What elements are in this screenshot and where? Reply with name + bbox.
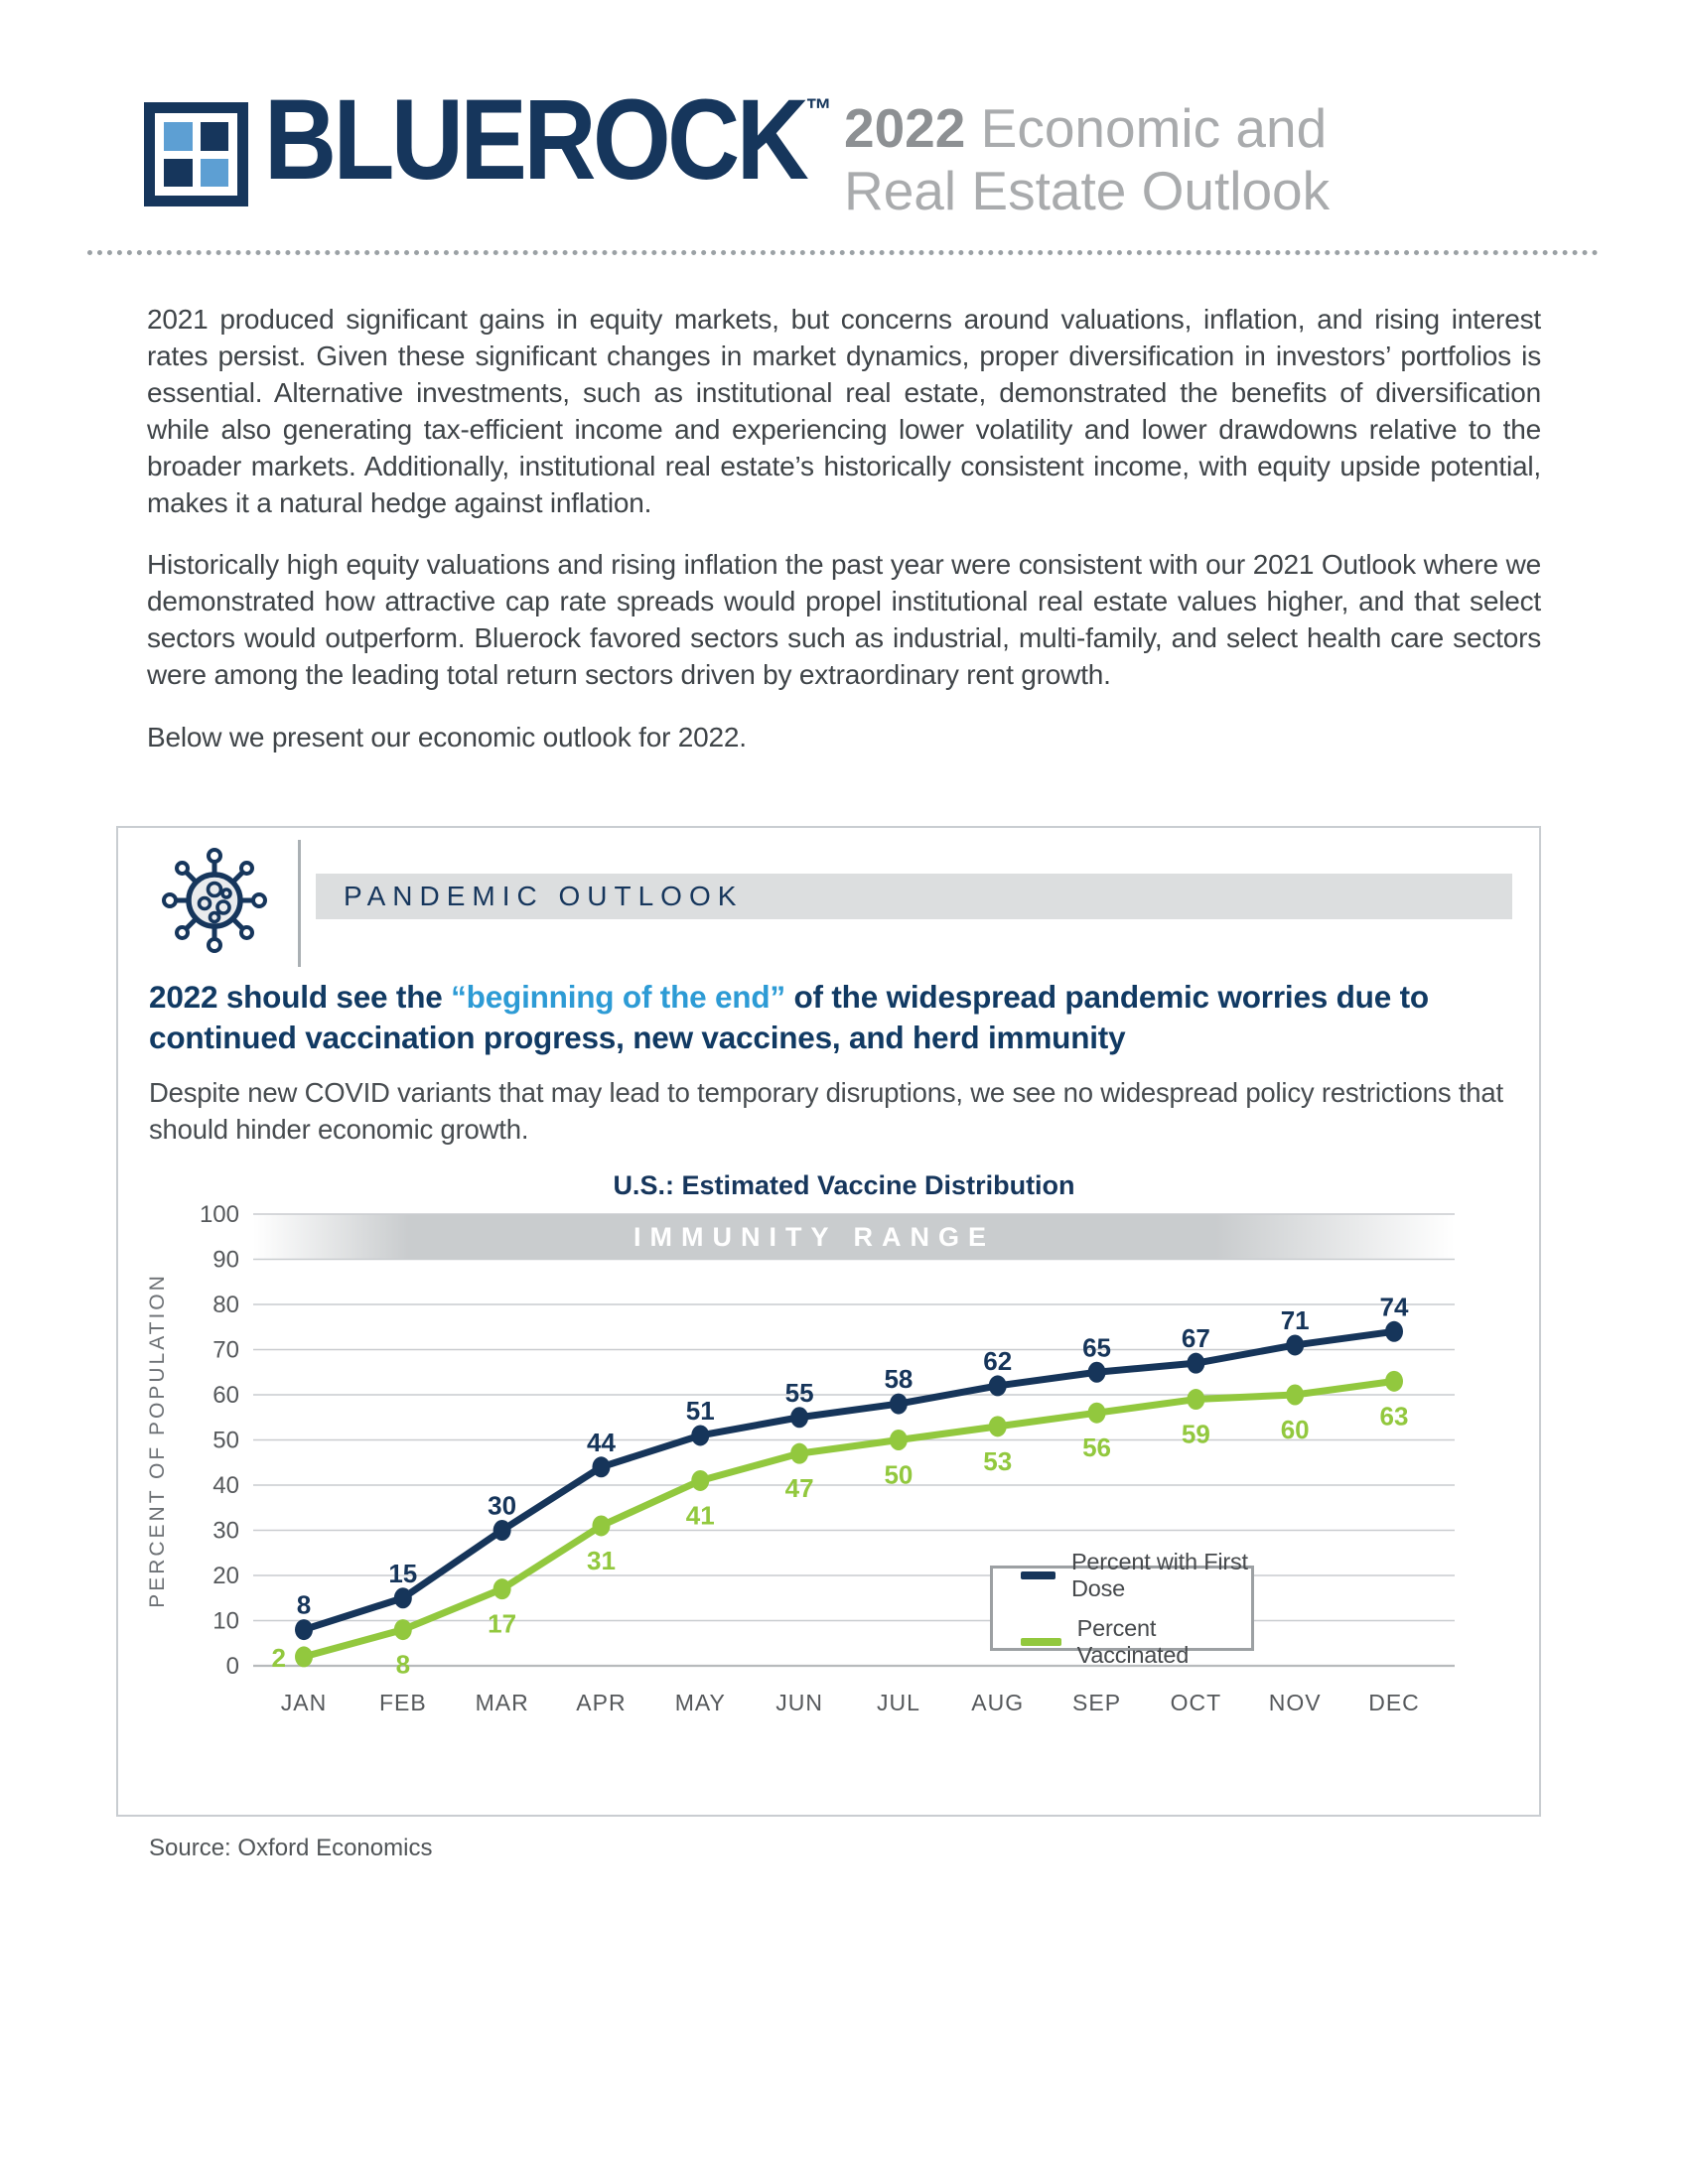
pandemic-subtext: Despite new COVID variants that may lead to temporary disruptions, we see no widespread policy restrictions that should hinder economic growth. [149,1077,1503,1145]
vaccinated-line-swatch [1021,1638,1061,1646]
document-title [844,97,1330,222]
data-point [394,1619,412,1640]
data-label: 15 [388,1558,418,1588]
legend-label-vaccinated: Percent Vaccinated [1076,1614,1190,1668]
y-tick-label: 50 [212,1427,239,1454]
data-point [1187,1389,1204,1410]
first-dose-line-swatch [1021,1571,1055,1579]
data-point [493,1578,511,1599]
x-tick-label: FEB [378,1690,427,1715]
logo-text: BLUEROCK [264,76,806,204]
data-label: 71 [1280,1304,1310,1335]
x-tick-label: DEC [1368,1690,1420,1715]
data-point [1286,1334,1304,1355]
data-point [1385,1321,1403,1342]
data-point [394,1587,412,1608]
x-tick-label: MAR [475,1690,529,1715]
virus-icon [159,838,270,963]
data-point [1187,1353,1204,1374]
headline-post: of the widespread pandemic worries due to continued vaccination progress, new vaccines, and herd immunity [149,979,1429,1055]
trademark-symbol: ™ [805,93,832,126]
section-divider [298,840,301,967]
data-point [989,1375,1007,1396]
title-year: 2022 [844,97,966,159]
y-tick-label: 30 [212,1517,239,1545]
data-label: 59 [1181,1419,1210,1449]
y-axis-title: PERCENT OF POPULATION [146,1273,169,1608]
headline-pre: 2022 should see the [149,979,452,1015]
data-point [1088,1362,1106,1383]
document-title-line2: Real Estate Outlook [844,160,1331,221]
data-point [1088,1403,1106,1424]
legend-row-vaccinated [1021,1615,1251,1669]
data-label: 67 [1181,1323,1210,1354]
data-point [493,1520,511,1541]
data-point [989,1416,1007,1436]
chart-canvas [139,1166,1549,1747]
chart-legend [990,1548,1254,1668]
y-tick-label: 10 [212,1607,239,1635]
data-point [790,1407,808,1428]
data-label: 31 [586,1545,616,1575]
x-tick-label: AUG [971,1690,1025,1715]
document-title-line1 [844,97,1330,160]
data-point [1286,1385,1304,1406]
data-label: 2 [271,1642,286,1673]
headline-highlight: “beginning of the end” [451,979,785,1015]
x-tick-label: JAN [280,1690,328,1715]
bluerock-window-icon [144,102,248,206]
y-tick-label: 80 [212,1292,239,1318]
data-label: 8 [296,1589,312,1620]
data-label: 41 [685,1500,715,1531]
section-header-bar [316,874,1512,919]
logo-pane-bottom-left [164,159,193,188]
y-tick-label: 100 [199,1201,239,1228]
y-tick-label: 70 [212,1336,239,1364]
logo-pane-top-left [164,122,193,151]
data-point [592,1515,610,1536]
data-point [295,1646,313,1667]
data-point [890,1394,908,1415]
intro-paragraph-3: Below we present our economic outlook for 2022. [147,722,747,752]
x-tick-label: OCT [1170,1690,1222,1715]
data-point [691,1470,709,1491]
y-tick-label: 60 [212,1382,239,1409]
data-label: 55 [784,1377,814,1408]
data-label: 30 [488,1490,517,1521]
dotted-divider [87,250,1599,255]
data-label: 50 [884,1459,914,1490]
y-tick-label: 20 [212,1563,239,1589]
legend-row-first-dose [1021,1549,1251,1602]
data-label: 56 [1082,1433,1112,1463]
intro-paragraph-2: Historically high equity valuations and rising inflation the past year were consistent with our 2021 Outlook where we demonstrated how attractive cap rate spreads would propel institutional real estate values higher, and that select sectors would outperform. Bluerock favored sectors such as industrial, multi-family, and select health care sectors were among the leading total return sectors driven by extraordinary rent growth. [147,549,1541,690]
x-tick-label: NOV [1268,1690,1322,1715]
title-line1-rest: Economic and [965,97,1328,159]
data-point [691,1425,709,1445]
data-label: 60 [1280,1415,1310,1444]
data-label: 65 [1082,1332,1112,1363]
x-tick-label: SEP [1072,1690,1122,1715]
data-label: 44 [586,1427,616,1457]
y-tick-label: 0 [225,1653,239,1680]
y-tick-label: 40 [212,1472,239,1499]
intro-paragraph-1: 2021 produced significant gains in equity markets, but concerns around valuations, inflation, and rising interest rates persist. Given these significant changes in market dynamics, proper diversification in investors’ portfolios is essential. Alternative investments, such as institutional real estate, demonstrated the benefits of diversification while also generating tax-efficient income and experiencing lower volatility and lower drawdowns relative to the broader markets. Additionally, institutional real estate’s historically consistent income, with equity upside potential, makes it a natural hedge against inflation. [147,304,1541,518]
x-tick-label: MAY [674,1690,726,1715]
pandemic-headline [149,977,1435,1058]
chart-title: U.S.: Estimated Vaccine Distribution [613,1170,1075,1200]
x-tick-label: APR [576,1690,627,1715]
y-tick-label: 90 [212,1246,239,1274]
data-label: 53 [983,1445,1013,1476]
data-label: 8 [395,1649,411,1680]
data-label: 58 [884,1364,914,1395]
data-point [890,1430,908,1450]
chart-source: Source: Oxford Economics [149,1835,433,1861]
data-label: 17 [488,1608,517,1639]
vaccine-distribution-chart [139,1166,1549,1747]
data-point [295,1619,313,1640]
data-label: 47 [784,1473,814,1504]
data-label: 74 [1379,1292,1409,1322]
x-tick-label: JUN [775,1690,823,1715]
logo-pane-bottom-right [201,159,229,188]
data-label: 51 [685,1395,715,1426]
logo-pane-top-right [201,122,229,151]
legend-label-first-dose: Percent with First Dose [1070,1548,1248,1601]
data-label: 63 [1379,1401,1409,1432]
section-title: PANDEMIC OUTLOOK [344,881,744,911]
immunity-range-label: IMMUNITY RANGE [633,1221,996,1252]
x-tick-label: JUL [876,1690,920,1715]
data-point [592,1456,610,1477]
data-point [790,1443,808,1464]
data-point [1385,1371,1403,1392]
bluerock-wordmark [264,76,832,204]
data-label: 62 [983,1345,1013,1376]
